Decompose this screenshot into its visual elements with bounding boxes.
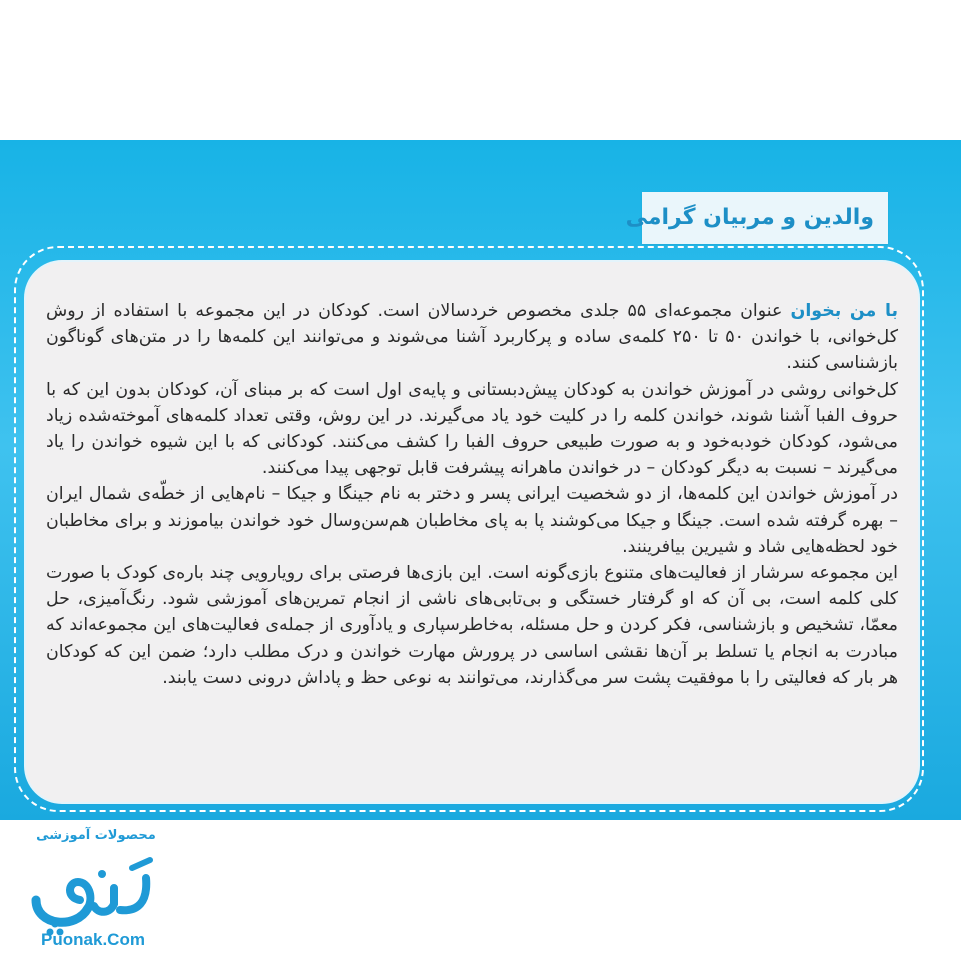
logo-site-url: Puonak.Com — [41, 930, 145, 949]
heading-title: والدین و مربیان گرامی — [625, 205, 874, 230]
intro-text: عنوان مجموعه‌ای ۵۵ جلدی مخصوص خردسالان است. کودکان در این مجموعه با استفاده از روش کل‌خوانی، با خواندن ۵۰ تا ۲۵۰ کلمه‌ی ساده و پرکاربرد آشنا می‌شوند و می‌توانند این کلمه‌ها را در متن‌های گوناگون بازشناسی کنند. — [46, 301, 898, 374]
paragraph-activities: این مجموعه سرشار از فعالیت‌های متنوع بازی‌گونه است. این بازی‌ها فرصتی برای رویارویی چند باره‌ی کودک با صورت کلی کلمه است، بی آن که او گرفتار خستگی و بی‌تابی‌های ناشی از انجام تمرین‌های آموزشی شود. رنگ‌آمیزی، حل معمّا، تشخیص و بازشناسی، فکر کردن و حل مسئله، به‌خاطرسپاری و یادآوری از جمله‌ی فعالیت‌های این مجموعه‌اند که مبادرت به انجام یا تسلط بر آن‌ها نقشی اساسی در پرورش مهارت خواندن و درک مطلب دارد؛ ضمن این که کودکان هر بار که فعالیتی را با موفقیت پشت سر می‌گذارند، می‌توانند به نوعی حظ و پاداش درونی دست یابند. — [46, 563, 898, 688]
body-text — [46, 298, 898, 691]
logo-wordmark-icon — [28, 848, 158, 936]
logo-tagline: محصولات آموزشی — [36, 828, 156, 843]
intro-paragraph — [46, 298, 898, 377]
paragraph-method: کل‌خوانی روشی در آموزش خواندن به کودکان پیش‌دبستانی و پایه‌ی اول است که بر مبنای آن، کودکان بدون این که با حروف الفبا آشنا شوند، خواندن کلمه را در کلیت خود یاد می‌گیرند. در این روش، وقتی تعداد کلمه‌های آموخته‌شده زیاد می‌شود، کودکان خودبه‌خود و به صورت طبیعی حروف الفبا را کشف می‌کنند. کودکانی که با این شیوه خواندن را یاد می‌گیرند – نسبت به دیگر کودکان – در خواندن ماهرانه پیشرفت قابل توجهی پیدا می‌کنند. — [46, 379, 898, 479]
paragraph-characters: در آموزش خواندن این کلمه‌ها، از دو شخصیت ایرانی پسر و دختر به نام جینگا و جیکا – نام‌هایی از خطّه‌ی شمال ایران – بهره گرفته شده است. جینگا و جیکا می‌کوشند پا به پای مخاطبان هم‌سن‌وسال خود خواندن بیاموزند و برای مخاطبان خود لحظه‌هایی شاد و شیرین بیافرینند. — [46, 484, 898, 557]
series-title: با من بخوان — [790, 301, 899, 321]
heading-tab — [625, 192, 888, 244]
publisher-logo — [0, 820, 180, 961]
